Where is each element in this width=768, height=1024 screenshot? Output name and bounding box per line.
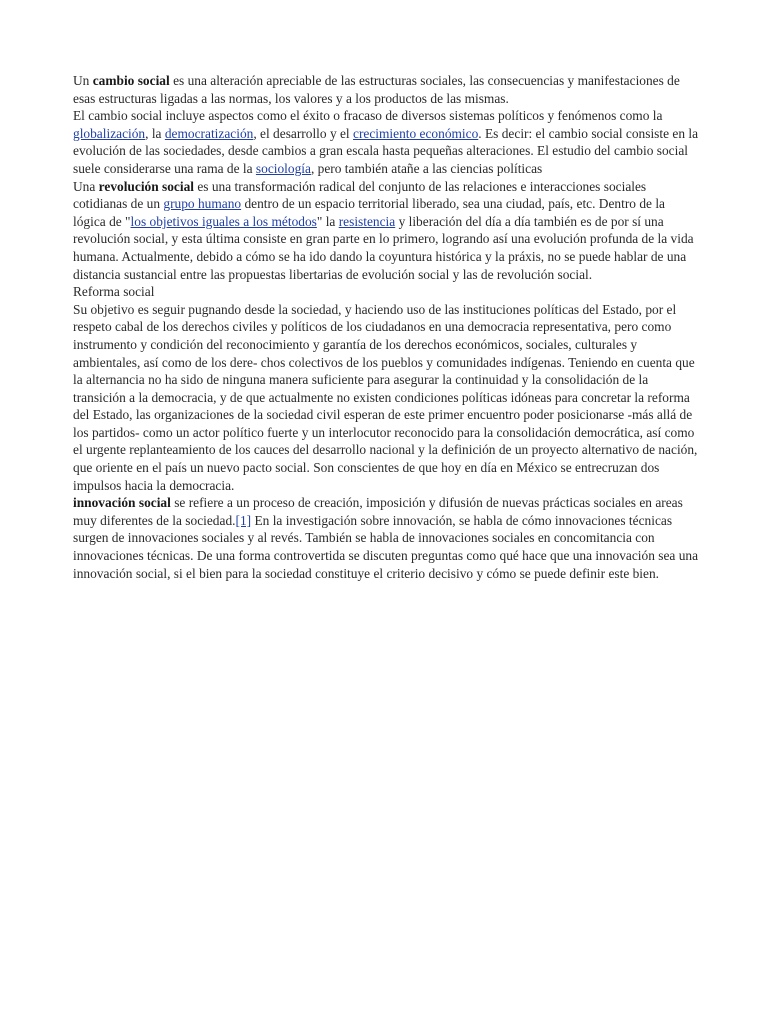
text: " la: [316, 213, 339, 229]
text: y liberación del día a día también es de por sí una revolución social, y esta última consiste en gran parte en lo primero, logrando así una evolución profunda de la vida humana. Actualmente, debido a cómo se ha ido dando la coyuntura histórica y la práxis, no se puede hablar de una distancia sustancial entre las propuestas libertarias de evolución social y las de revolución social.: [73, 213, 694, 282]
text: El cambio social incluye aspectos como el éxito o fracaso de diversos sistemas políticos y fenómenos como la: [73, 108, 663, 124]
text: es una transformación radical del conjunto de las relaciones e interacciones sociales cotidianas de un: [73, 178, 647, 212]
paragraph-cambio-social-aspectos: [73, 107, 699, 177]
term-innovacion-social: innovación social: [73, 495, 171, 511]
text: Un: [73, 73, 93, 88]
link-crecimiento-economico[interactable]: crecimiento económico: [353, 125, 479, 141]
link-resistencia[interactable]: resistencia: [338, 213, 396, 229]
paragraph-revolucion-social: [73, 178, 699, 284]
link-objetivos-metodos[interactable]: los objetivos iguales a los métodos: [130, 213, 317, 229]
link-globalizacion[interactable]: globalización: [73, 125, 146, 141]
paragraph-reforma-social: Su objetivo es seguir pugnando desde la sociedad, y haciendo uso de las instituciones políticas del Estado, por el respeto cabal de los derechos civiles y políticos de los ciudadanos en una democracia representativa, pero como instrumento y condición del reconocimiento y garantía de los derechos económicos, sociales, culturales y ambientales, así como de los dere- chos colectivos de los pueblos y comunidades indígenas. Teniendo en cuenta que la alternancia no ha sido de ninguna manera suficiente para asegurar la continuidad y la consolidación de la transición a la democracia, y de que actualmente no existen condiciones políticas idóneas para concretar la reforma del Estado, las organizaciones de la sociedad civil esperan de este primer encuentro poder posicionarse -más allá de los partidos- como un actor político fuerte y un interlocutor reconocido para la consolidación democrática, así como el urgente replanteamiento de los cauces del desarrollo nacional y la definición de un proyecto alternativo de nación, que oriente en el país un nuevo pacto social. Son conscientes de que hoy en día en México se entrecruzan dos impulsos hacia la democracia.: [73, 301, 698, 493]
paragraph-innovacion-social: [73, 494, 699, 582]
link-democratizacion[interactable]: democratización: [164, 125, 254, 141]
heading-reforma-social: Reforma social: [73, 284, 155, 300]
link-footnote-1[interactable]: [1]: [235, 512, 252, 528]
paragraph-cambio-social: [73, 72, 699, 107]
text: , el desarrollo y el: [253, 125, 353, 141]
link-grupo-humano[interactable]: grupo humano: [163, 196, 242, 212]
term-revolucion-social: revolución social: [98, 178, 195, 194]
link-sociologia[interactable]: sociología: [255, 160, 311, 176]
document-page: [73, 72, 699, 582]
text: , la: [145, 125, 165, 141]
term-cambio-social: cambio social: [92, 73, 170, 88]
text: . Es decir: el cambio social consiste en la evolución de las sociedades, desde cambios a gran escala hasta pequeñas alteraciones. El estudio del cambio social suele considerarse una rama de la: [73, 125, 699, 176]
text: En la investigación sobre innovación, se habla de cómo innovaciones técnicas surgen de innovaciones sociales y al revés. También se habla de innovaciones sociales en concomitancia con innovaciones técnicas. De una forma controvertida se discuten preguntas como qué hace que una innovación sea una innovación social, si el bien para la sociedad constituye el criterio decisivo y cómo se puede definir este bien.: [73, 512, 699, 581]
text: es una alteración apreciable de las estructuras sociales, las consecuencias y manifestaciones de esas estructuras ligadas a las normas, los valores y a los productos de las mismas.: [73, 73, 680, 106]
text: , pero también atañe a las ciencias políticas: [310, 160, 543, 176]
text: dentro de un espacio territorial liberado, sea una ciudad, país, etc. Dentro de la lógica de ": [73, 196, 665, 229]
text: se refiere a un proceso de creación, imposición y difusión de nuevas prácticas sociales en areas muy diferentes de la sociedad.: [73, 495, 683, 528]
text: Una: [73, 178, 99, 194]
